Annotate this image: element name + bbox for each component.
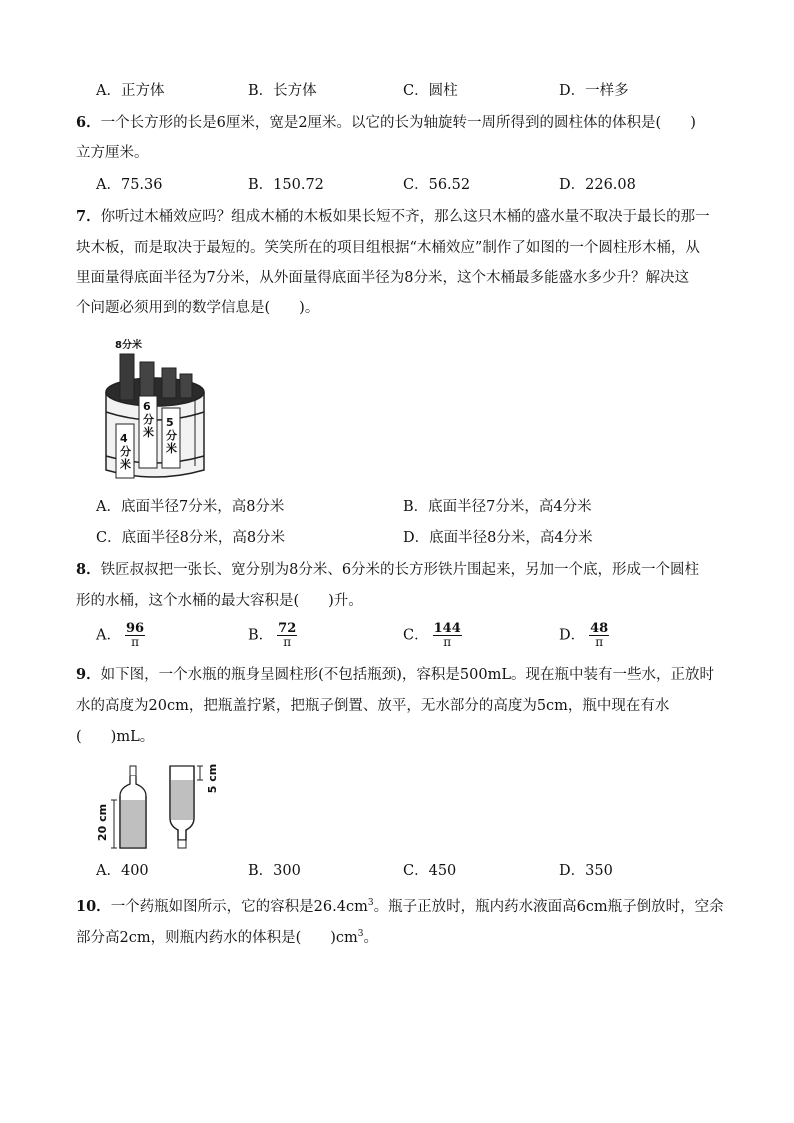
q8-option-c-fraction: $\frac{144}{\pi}$	[433, 621, 461, 649]
q5-option-a[interactable]: A．正方体	[96, 83, 165, 99]
q7-stem-line3: 里面量得底面半径为7分米，从外面量得底面半径为8分米，这个木桶最多能盛水多少升？解决这	[76, 270, 689, 286]
bottle-label-5cm: 5 cm	[206, 763, 220, 794]
q8-text-1: 铁匠叔叔把一张长、宽分别为8分米、6分米的长方形铁片围起来，另加一个底，形成一个圆柱	[100, 562, 700, 578]
q7-text-1: 你听过木桶效应吗？组成木桶的木板如果长短不齐，那么这只木桶的盛水量不取决于最长的那一	[100, 209, 710, 225]
q9-text-1: 如下图，一个水瓶的瓶身呈圆柱形(不包括瓶颈)，容积是500mL。现在瓶中装有一些水，正放时	[100, 667, 714, 683]
bucket-label-top: 8分米	[115, 340, 142, 351]
q9-option-a[interactable]: A．400	[96, 863, 149, 879]
q10-sup-1: 3	[367, 898, 374, 908]
q9-option-b[interactable]: B．300	[248, 863, 301, 879]
q6-stem-line2: 立方厘米。	[76, 145, 149, 161]
q7-option-a[interactable]: A．底面半径7分米，高8分米	[96, 499, 285, 515]
q8-option-d[interactable]: D． $\frac{48}{\pi}$	[559, 621, 609, 649]
q10-text-2a: 部分高2cm，则瓶内药水的体积是( )cm	[76, 929, 358, 946]
bucket-label-plank1: 6分米	[143, 400, 154, 439]
q8-stem-line2: 形的水桶，这个水桶的最大容积是( )升。	[76, 593, 363, 609]
q7-stem-line2: 块木板，而是取决于最短的。笑笑所在的项目组根据“木桶效应”制作了如图的一个圆柱形木桶，从	[76, 240, 700, 256]
q6-option-c[interactable]: C．56.52	[403, 177, 471, 193]
bottle-label-20cm: 20 cm	[96, 803, 110, 842]
q8-option-d-fraction: $\frac{48}{\pi}$	[590, 621, 609, 649]
bucket-figure	[100, 336, 210, 486]
bucket-drawing	[100, 336, 210, 486]
q5-option-b[interactable]: B．长方体	[248, 83, 317, 99]
q6-text: 一个长方形的长是6厘米，宽是2厘米。以它的长为轴旋转一周所得到的圆柱体的体积是( )	[100, 115, 696, 131]
q8-option-a[interactable]: A． $\frac{96}{\pi}$	[96, 621, 145, 649]
q6-number: 6．	[76, 114, 101, 131]
q6-option-d[interactable]: D．226.08	[559, 177, 636, 193]
q9-option-d[interactable]: D．350	[559, 863, 613, 879]
q8-option-a-fraction: $\frac{96}{\pi}$	[125, 621, 145, 649]
q7-stem-line1	[76, 207, 710, 227]
q9-stem-line2: 水的高度为20cm，把瓶盖拧紧，把瓶子倒置、放平，无水部分的高度为5cm，瓶中现在有水	[76, 698, 670, 714]
q9-stem-line3: ( )mL。	[76, 729, 155, 745]
q7-option-b[interactable]: B．底面半径7分米，高4分米	[403, 499, 592, 515]
q8-option-b[interactable]: B． $\frac{72}{\pi}$	[248, 621, 297, 649]
q10-text-2b: 。	[363, 929, 379, 946]
bucket-label-plank2: 5分米	[166, 416, 177, 455]
q8-stem-line1	[76, 560, 699, 580]
q5-option-c[interactable]: C．圆柱	[403, 83, 458, 99]
q10-sup-2: 3	[357, 929, 364, 939]
q6-option-a[interactable]: A．75.36	[96, 177, 163, 193]
q7-option-c[interactable]: C．底面半径8分米，高8分米	[96, 530, 286, 546]
q8-number: 8．	[76, 561, 101, 578]
q7-stem-line4: 个问题必须用到的数学信息是( )。	[76, 300, 320, 316]
q9-option-c[interactable]: C．450	[403, 863, 457, 879]
q8-option-c[interactable]: C． $\frac{144}{\pi}$	[403, 621, 461, 649]
q8-option-b-fraction: $\frac{72}{\pi}$	[278, 621, 297, 649]
q10-stem-line2	[76, 924, 378, 948]
bucket-label-plank3: 4分米	[120, 432, 131, 471]
q6-stem-line1	[76, 113, 696, 133]
q7-number: 7．	[76, 208, 101, 225]
q10-number: 10．	[76, 897, 111, 915]
bottle-figure	[98, 760, 228, 856]
q5-option-d[interactable]: D．一样多	[559, 83, 629, 99]
q10-text-1b: 。瓶子正放时，瓶内药水液面高6cm瓶子倒放时，空余	[373, 898, 724, 915]
q9-stem-line1	[76, 665, 714, 685]
q9-number: 9．	[76, 666, 101, 683]
q10-stem-line1	[76, 893, 724, 917]
q7-option-d[interactable]: D．底面半径8分米，高4分米	[403, 530, 593, 546]
q6-option-b[interactable]: B．150.72	[248, 177, 324, 193]
q10-text-1a: 一个药瓶如图所示，它的容积是26.4cm	[110, 898, 368, 915]
